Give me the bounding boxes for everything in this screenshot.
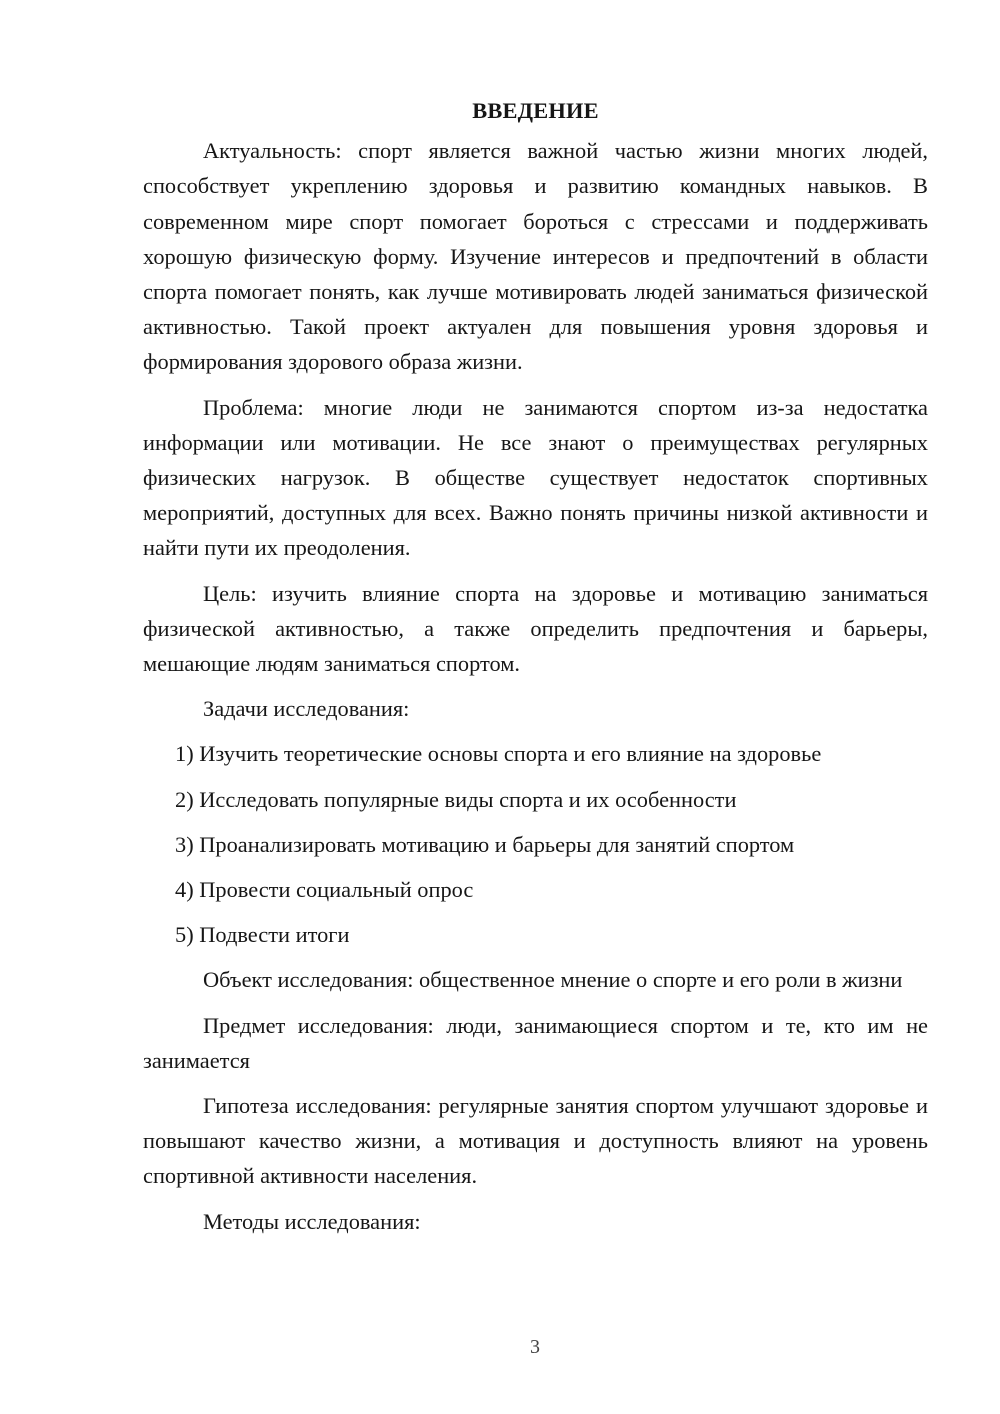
tasks-heading: Задачи исследования: — [203, 696, 410, 722]
subject-paragraph: Предмет исследования: люди, занимающиеся спортом и те, кто им не занимается — [143, 1012, 928, 1073]
page-title: ВВЕДЕНИЕ — [472, 98, 599, 123]
relevance-paragraph: Актуальность: спорт является важной частью жизни многих людей, способствует укреплению здоровья и развитию командных навыков. В современном мире спорт помогает бороться с стрессами и поддерживать хорошую физическую форму. Изучение интересов и предпочтений в области спорта помогает понять, как лучше мотивировать людей заниматься физической активностью. Такой проект актуален для повышения уровня здоровья и формирования здорового образа жизни. — [143, 138, 928, 375]
object-paragraph: Объект исследования: общественное мнение о спорте и его роли в жизни — [203, 967, 903, 993]
methods-paragraph: Методы исследования: — [203, 1208, 421, 1234]
task-item: 5) Подвести итоги — [175, 922, 350, 948]
task-item: 1) Изучить теоретические основы спорта и его влияние на здоровье — [175, 741, 822, 767]
page-content — [143, 93, 928, 1249]
task-item: 3) Проанализировать мотивацию и барьеры для занятий спортом — [175, 831, 795, 857]
problem-paragraph: Проблема: многие люди не занимаются спортом из-за недостатка информации или мотивации. Не все знают о преимуществах регулярных физических нагрузок. В обществе существует недостаток спортивных мероприятий, доступных для всех. Важно понять причины низкой активности и найти пути их преодоления. — [143, 394, 928, 561]
task-item: 4) Провести социальный опрос — [175, 877, 474, 903]
goal-paragraph: Цель: изучить влияние спорта на здоровье и мотивацию заниматься физической активностью, а также определить предпочтения и барьеры, мешающие людям заниматься спортом. — [143, 580, 928, 677]
page-number: 3 — [530, 1336, 540, 1358]
tasks-list — [143, 736, 928, 952]
hypothesis-paragraph: Гипотеза исследования: регулярные занятия спортом улучшают здоровье и повышают качество жизни, а мотивация и доступность влияют на уровень спортивной активности населения. — [143, 1093, 928, 1189]
task-item: 2) Исследовать популярные виды спорта и их особенности — [175, 786, 737, 812]
